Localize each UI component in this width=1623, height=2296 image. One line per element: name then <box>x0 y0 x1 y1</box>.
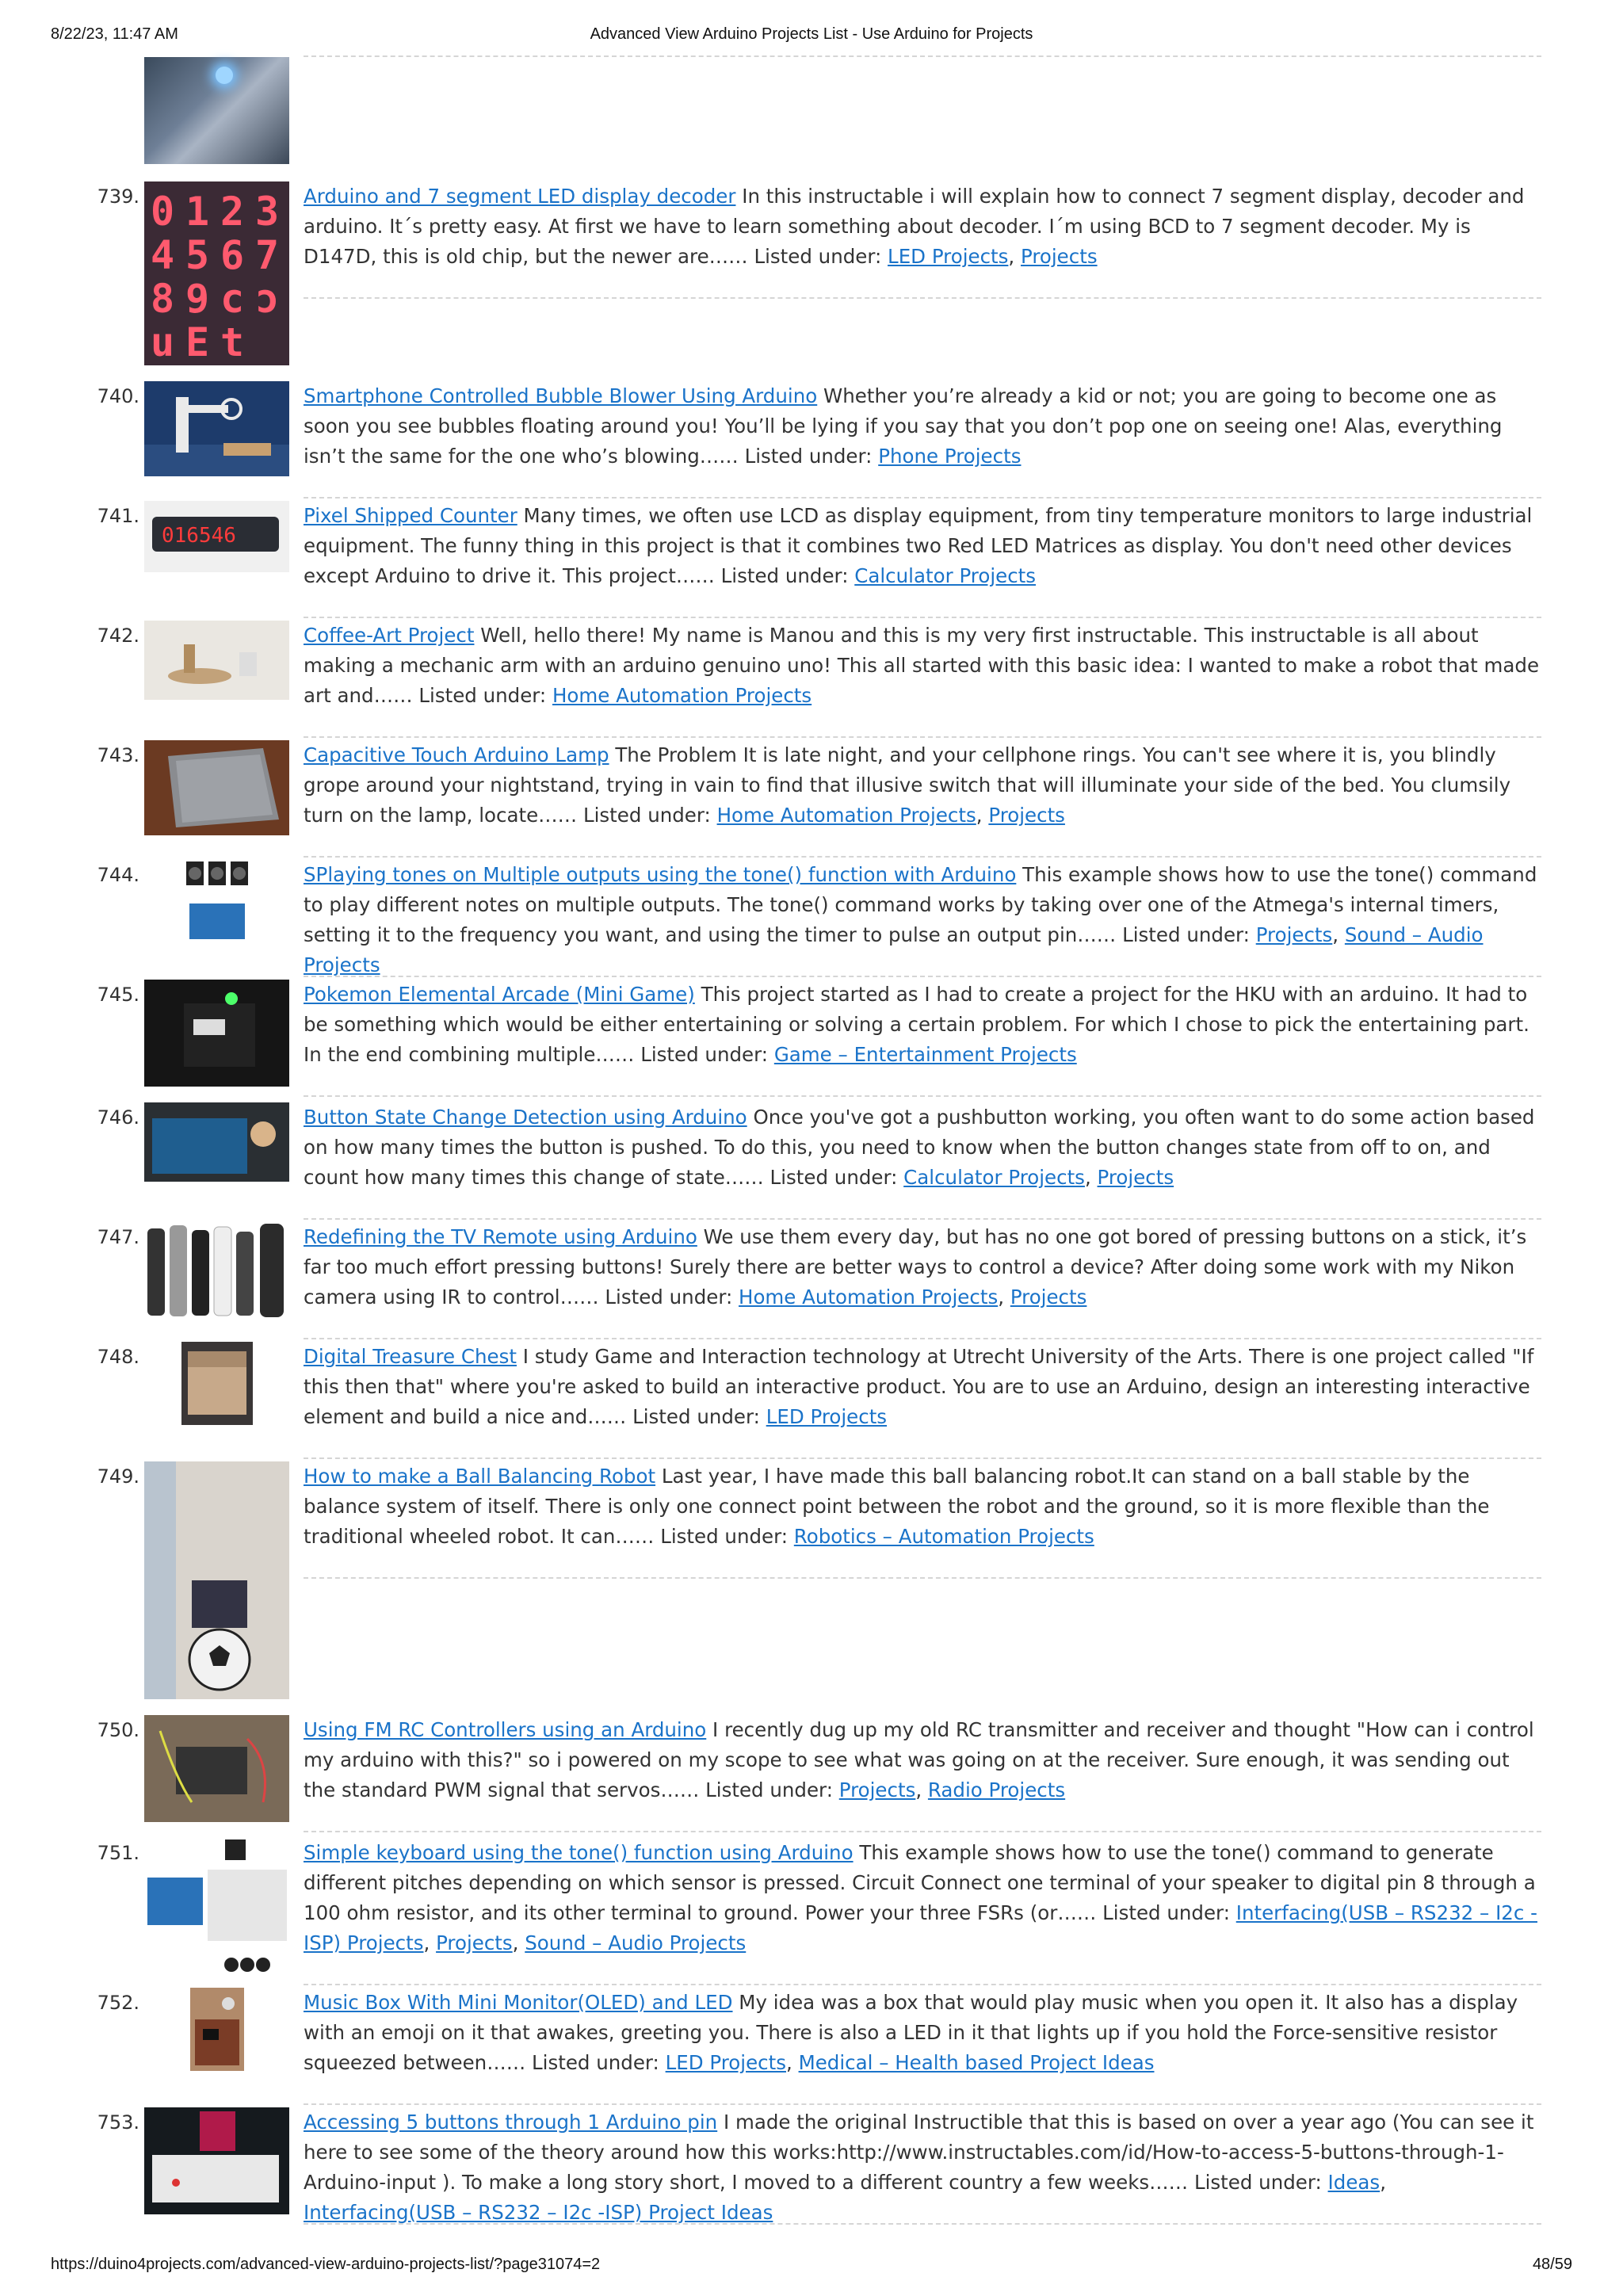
project-title-link[interactable]: Redefining the TV Remote using Arduino <box>304 1225 697 1248</box>
project-number: 749. <box>97 1465 139 1488</box>
project-description <box>304 621 1541 711</box>
project-number: 744. <box>97 864 139 886</box>
divider <box>304 1984 1541 1985</box>
category-link[interactable]: LED Projects <box>888 245 1009 268</box>
project-summary: This example shows how to use the tone() command to play different notes on multiple outputs. The tone() command works by taking over one of the Atmega's internal timers, setting it to the frequency you want, and using the timer to pulse an output pin…… Listed under: <box>304 863 1537 946</box>
project-thumbnail[interactable] <box>144 1102 289 1182</box>
category-link[interactable]: Calculator Projects <box>854 564 1037 587</box>
svg-text:3: 3 <box>255 189 280 235</box>
category-link[interactable]: Projects <box>1010 1286 1087 1308</box>
project-description <box>304 1342 1541 1432</box>
project-description: Button State Change Detection using Arduino Once you've got a pushbutton working, you often want to do some action based on how many times the button is pushed. To do this, you need to know when the button changes state from off to on, and count how many times this change of state…… Listed under: Calculator Projects, Projects <box>304 1106 1535 1189</box>
project-thumbnail[interactable] <box>144 181 289 365</box>
project-number: 748. <box>97 1346 139 1368</box>
project-summary: Last year, I have made this ball balancing robot.It can stand on a ball stable by the balance system of itself. There is only one connect point between the robot and the ground, so it is more flexible than the traditional wheeled robot. It can…… Listed under: <box>304 1465 1490 1548</box>
project-title-link[interactable]: Accessing 5 buttons through 1 Arduino pin <box>304 2111 718 2134</box>
category-link[interactable]: Interfacing(USB – RS232 – I2c -ISP) Projects <box>304 1901 1537 1954</box>
category-link[interactable]: Projects <box>1021 245 1098 268</box>
project-title-link[interactable]: Using FM RC Controllers using an Arduino <box>304 1718 707 1741</box>
project-number: 751. <box>97 1842 139 1864</box>
divider <box>304 2103 1541 2105</box>
svg-text:u: u <box>151 319 175 365</box>
project-summary: We use them every day, but has no one got bored of pressing buttons on a stick, it’s far too much effort pressing buttons! Surely there are better ways to control a device? After doing some work with my Nikon camera using IR to control…… Listed under: <box>304 1225 1527 1308</box>
project-summary: I study Game and Interaction technology at Utrecht University of the Arts. There is one project called "If this then that" where you're asked to build an interactive product. You are to use an Arduino, design an interesting interactive element and build a nice and…… Listed under: <box>304 1345 1534 1428</box>
project-thumbnail[interactable] <box>144 1461 289 1699</box>
category-link[interactable]: Projects <box>1255 923 1333 946</box>
category-link[interactable]: LED Projects <box>665 2051 786 2074</box>
project-summary: This example shows how to use the tone() command to generate different pitches depending on which sensor is pressed. Circuit Connect one terminal of your speaker to digital pin 8 through a 100 ohm resistor, and its other terminal to ground. Power your three FSRs (or…… Listed under: <box>304 1841 1536 1924</box>
project-number: 742. <box>97 625 139 647</box>
project-title-link[interactable]: Pixel Shipped Counter <box>304 504 517 527</box>
divider <box>304 1831 1541 1832</box>
project-description: Using FM RC Controllers using an Arduino I recently dug up my old RC transmitter and receiver and thought "How can i control my arduino with this?" so i powered on my scope to see what was going on at the receiver. Sure enough, it was sending out the standard PWM signal that servos…… Listed under: Projects, Radio Projects <box>304 1718 1534 1801</box>
project-title-link[interactable]: Music Box With Mini Monitor(OLED) and LED <box>304 1991 733 2014</box>
print-datetime: 8/22/23, 11:47 AM <box>51 25 178 43</box>
project-thumbnail[interactable] <box>185 860 250 943</box>
divider <box>304 1457 1541 1459</box>
project-description: Music Box With Mini Monitor(OLED) and LED My idea was a box that would play music when you open it. It also has a display with an emoji on it that awakes, greeting you. There is also a LED in it that lights up if you hold the Force-sensitive resistor squeezed between…… Listed under: LED Projects, Medical – Health based Project Ideas <box>304 1991 1518 2074</box>
project-summary: My idea was a box that would play music when you open it. It also has a display with an emoji on it that awakes, greeting you. There is also a LED in it that lights up if you hold the Force-sensitive resistor squeezed between…… Listed under: <box>304 1991 1518 2074</box>
project-thumbnail[interactable] <box>144 621 289 700</box>
category-link[interactable]: Radio Projects <box>927 1778 1066 1801</box>
category-link[interactable]: Phone Projects <box>878 445 1022 468</box>
divider <box>304 1218 1541 1220</box>
project-title-link[interactable]: Digital Treasure Chest <box>304 1345 517 1368</box>
project-number: 743. <box>97 744 139 766</box>
project-summary: Many times, we often use LCD as display equipment, from tiny temperature monitors to large industrial equipment. The funny thing in this project is that it combines two Red LED Matrices as display. You don't need other devices except Arduino to drive it. This project…… Listed under: <box>304 504 1533 587</box>
project-description <box>304 381 1541 472</box>
category-link[interactable]: Robotics – Automation Projects <box>793 1525 1094 1548</box>
project-number: 750. <box>97 1719 139 1741</box>
project-description: Redefining the TV Remote using Arduino We use them every day, but has no one got bored of pressing buttons on a stick, it’s far too much effort pressing buttons! Surely there are better ways to control a device? After doing some work with my Nikon camera using IR to control…… Listed under: Home Automation Projects, Projects <box>304 1225 1527 1308</box>
svg-text:5: 5 <box>185 232 210 278</box>
project-title-link[interactable]: Smartphone Controlled Bubble Blower Using Arduino <box>304 384 818 407</box>
project-description <box>304 980 1541 1070</box>
project-number: 739. <box>97 185 139 208</box>
project-summary: I made the original Instructible that this is based on over a year ago (You can see it here to see some of the theory around how this works:http://www.instructables.com/id/How-to-access-5-buttons-through-1-Arduino-input ). To make a long story short, I moved to a different country a few weeks…… Listed under: <box>304 2111 1534 2194</box>
category-link[interactable]: Interfacing(USB – RS232 – I2c -ISP) Project Ideas <box>304 2201 773 2224</box>
category-link[interactable]: Calculator Projects <box>903 1166 1085 1189</box>
svg-text:8: 8 <box>151 276 175 322</box>
project-title-link[interactable]: How to make a Ball Balancing Robot <box>304 1465 656 1488</box>
category-link[interactable]: Medical – Health based Project Ideas <box>798 2051 1155 2074</box>
project-number: 746. <box>97 1106 139 1129</box>
svg-text:4: 4 <box>151 232 175 278</box>
project-thumbnail[interactable] <box>144 501 289 572</box>
svg-text:t: t <box>220 319 245 365</box>
svg-text:016546: 016546 <box>162 524 236 548</box>
category-link[interactable]: Game – Entertainment Projects <box>773 1043 1077 1066</box>
svg-text:9: 9 <box>185 276 210 322</box>
divider <box>304 55 1541 57</box>
project-description: Capacitive Touch Arduino Lamp The Problem It is late night, and your cellphone rings. You can't see where it is, you blindly grope around your nightstand, trying in vain to find that illusive switch that will illuminate your side of the bed. You clumsily turn on the lamp, locate…… Listed under: Home Automation Projects, Projects <box>304 743 1511 827</box>
project-thumbnail[interactable] <box>144 2107 289 2214</box>
divider <box>304 1338 1541 1339</box>
project-thumbnail[interactable] <box>144 1222 289 1321</box>
project-title-link[interactable]: Capacitive Touch Arduino Lamp <box>304 743 609 766</box>
category-link[interactable]: Projects <box>436 1931 513 1954</box>
project-number: 741. <box>97 505 139 527</box>
category-link[interactable]: Sound – Audio Projects <box>304 923 1484 976</box>
print-page-title: Advanced View Arduino Projects List - Use Arduino for Projects <box>590 25 1033 43</box>
project-summary: In this instructable i will explain how to connect 7 segment display, decoder and arduino. It´s pretty easy. At first we have to learn something about decoder. I´m using BCD to 7 segment decoder. My is D147D, this is old chip, but the newer are…… Listed under: <box>304 185 1525 268</box>
category-link[interactable]: Home Automation Projects <box>739 1286 999 1308</box>
svg-text:ɔ: ɔ <box>255 276 280 322</box>
project-thumbnail[interactable] <box>181 1342 253 1425</box>
category-link[interactable]: Home Automation Projects <box>552 684 812 707</box>
divider <box>304 856 1541 858</box>
project-title-link[interactable]: Simple keyboard using the tone() function using Arduino <box>304 1841 854 1864</box>
project-summary: Whether you’re already a kid or not; you are going to become one as soon you see bubbles floating around you! You’ll be lying if you say that you don’t pop one on seeing one! Alas, everything isn’t the same for the one who’s blowing…… Listed under: <box>304 384 1503 468</box>
category-link[interactable]: Home Automation Projects <box>716 804 976 827</box>
category-link[interactable]: LED Projects <box>766 1405 888 1428</box>
project-number: 753. <box>97 2111 139 2134</box>
print-footer <box>51 2256 1572 2279</box>
project-summary: This project started as I had to create a project for the HKU with an arduino. It had to be something which would be either entertaining or solving a certain problem. For which I chose to pick the entertaining part. In the end combining multiple…… Listed under: <box>304 983 1529 1066</box>
project-number: 740. <box>97 385 139 407</box>
divider <box>304 497 1541 499</box>
project-thumbnail[interactable] <box>144 740 289 835</box>
svg-text:E: E <box>185 319 210 365</box>
project-description: Arduino and 7 segment LED display decoder In this instructable i will explain how to connect 7 segment display, decoder and arduino. It´s pretty easy. At first we have to learn something about decoder. I´m using BCD to 7 segment decoder. My is D147D, this is old chip, but the newer are…… Listed under: LED Projects, Projects <box>304 185 1525 268</box>
svg-text:6: 6 <box>220 232 245 278</box>
project-description: SPlaying tones on Multiple outputs using the tone() function with Arduino This example shows how to use the tone() command to play different notes on multiple outputs. The tone() command works by taking over one of the Atmega's internal timers, setting it to the frequency you want, and using the timer to pulse an output pin…… Listed under: Projects, Sound – Audio Projects <box>304 863 1537 976</box>
project-description <box>304 501 1541 591</box>
project-thumbnail[interactable] <box>144 381 289 476</box>
project-thumbnail[interactable] <box>144 1715 289 1822</box>
project-title-link[interactable]: Coffee-Art Project <box>304 624 475 647</box>
divider <box>304 1095 1541 1097</box>
svg-text:1: 1 <box>185 189 210 235</box>
print-url: https://duino4projects.com/advanced-view-arduino-projects-list/?page31074=2 <box>51 2256 601 2273</box>
project-title-link[interactable]: Button State Change Detection using Arduino <box>304 1106 747 1129</box>
print-page-number: 48/59 <box>1532 2256 1572 2273</box>
project-number: 747. <box>97 1226 139 1248</box>
project-number: 745. <box>97 984 139 1006</box>
project-thumbnail[interactable] <box>190 1988 244 2071</box>
divider <box>304 617 1541 618</box>
project-number: 752. <box>97 1992 139 2014</box>
svg-text:7: 7 <box>255 232 280 278</box>
project-description: Simple keyboard using the tone() function using Arduino This example shows how to use the tone() command to generate different pitches depending on which sensor is pressed. Circuit Connect one terminal of your speaker to digital pin 8 through a 100 ohm resistor, and its other terminal to ground. Power your three FSRs (or…… Listed under: Interfacing(USB – RS232 – I2c -ISP) Projects, Projects, Sound – Audio Projects <box>304 1841 1537 1954</box>
print-header <box>51 25 1572 49</box>
svg-text:c: c <box>220 276 245 322</box>
previous-project-thumbnail[interactable] <box>144 57 289 164</box>
category-link[interactable]: Ideas <box>1327 2171 1381 2194</box>
project-summary: Well, hello there! My name is Manou and this is my very first instructable. This instructable is all about making a mechanic arm with an arduino genuino uno! This all started with this basic idea: I wanted to make a robot that made art and…… Listed under: <box>304 624 1540 707</box>
project-thumbnail[interactable] <box>144 1838 289 1977</box>
divider <box>304 1577 1541 1579</box>
category-link[interactable]: Projects <box>838 1778 916 1801</box>
category-link[interactable]: Projects <box>1097 1166 1174 1189</box>
divider <box>304 2223 1541 2225</box>
project-title-link[interactable]: Pokemon Elemental Arcade (Mini Game) <box>304 983 695 1006</box>
project-description: Accessing 5 buttons through 1 Arduino pin I made the original Instructible that this is based on over a year ago (You can see it here to see some of the theory around how this works:http://www.instructables.com/id/How-to-access-5-buttons-through-1-Arduino-input ). To make a long story short, I moved to a different country a few weeks…… Listed under: Ideas, Interfacing(USB – RS232 – I2c -ISP) Project Ideas <box>304 2111 1534 2224</box>
svg-text:0: 0 <box>151 189 175 235</box>
project-summary: I recently dug up my old RC transmitter and receiver and thought "How can i control my arduino with this?" so i powered on my scope to see what was going on at the receiver. Sure enough, it was sending out the standard PWM signal that servos…… Listed under: <box>304 1718 1534 1801</box>
divider <box>304 976 1541 977</box>
category-link[interactable]: Projects <box>988 804 1065 827</box>
project-title-link[interactable]: SPlaying tones on Multiple outputs using the tone() function with Arduino <box>304 863 1017 886</box>
divider <box>304 736 1541 738</box>
project-title-link[interactable]: Arduino and 7 segment LED display decoder <box>304 185 736 208</box>
project-summary: Once you've got a pushbutton working, you often want to do some action based on how many times the button is pushed. To do this, you need to know when the button changes state from off to on, and count how many times this change of state…… Listed under: <box>304 1106 1535 1189</box>
svg-text:2: 2 <box>220 189 245 235</box>
project-summary: The Problem It is late night, and your cellphone rings. You can't see where it is, you blindly grope around your nightstand, trying in vain to find that illusive switch that will illuminate your side of the bed. You clumsily turn on the lamp, locate…… Listed under: <box>304 743 1511 827</box>
divider <box>304 297 1541 299</box>
category-link[interactable]: Sound – Audio Projects <box>525 1931 747 1954</box>
project-description <box>304 1461 1541 1552</box>
project-thumbnail[interactable] <box>144 980 289 1087</box>
